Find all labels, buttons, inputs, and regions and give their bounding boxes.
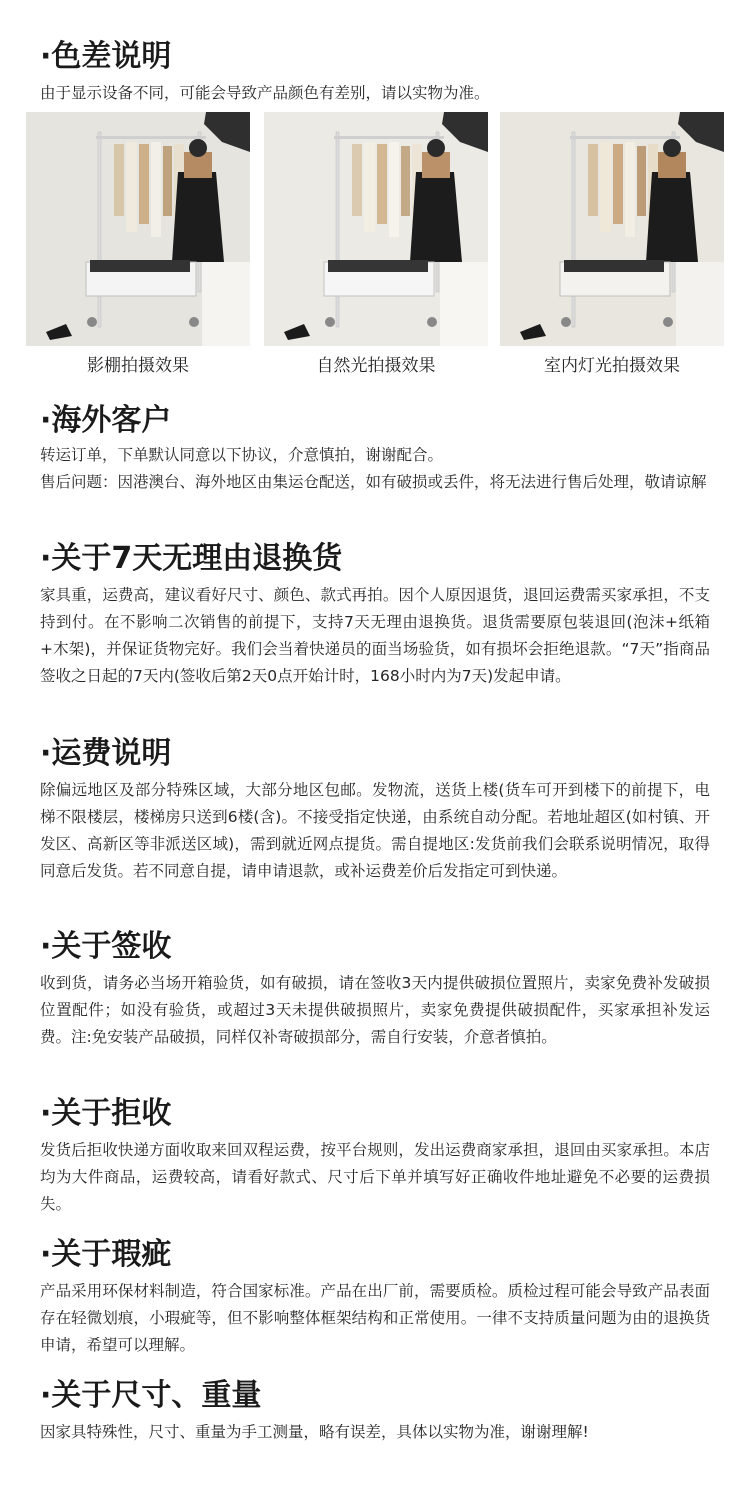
section-title: ·关于尺寸、重量 xyxy=(40,1378,262,1413)
section-title: ·海外客户 xyxy=(40,403,172,438)
product-photo-natural-light xyxy=(264,112,488,346)
section-7day-return xyxy=(40,540,710,690)
photo-caption-indoor-light: 室内灯光拍摄效果 xyxy=(544,356,680,376)
product-photo-indoor-light xyxy=(500,112,724,346)
section-size-weight xyxy=(40,1377,710,1446)
section-text: 收到货，请务必当场开箱验货，如有破损，请在签收3天内提供破损位置照片，卖家免费补发破损位置配件；如没有验货，或超过3天未提供破损照片，卖家免费提供破损配件，买家承担补发运费。注:免安装产品破损，同样仅补寄破损部分，需自行安装，介意者慎拍。 xyxy=(40,974,710,1046)
section-title: ·关于拒收 xyxy=(40,1096,172,1131)
section-text: 除偏远地区及部分特殊区域，大部分地区包邮。发物流，送货上楼(货车可开到楼下的前提下，电梯不限楼层，楼梯房只送到6楼(含)。不接受指定快递，由系统自动分配。若地址超区(如村镇、开发区、高新区等非派送区域)，需到就近网点提货。需自提地区:发货前我们会联系说明情况，取得同意后发货。若不同意自提，请申请退款，或补运费差价后发指定可到快递。 xyxy=(40,781,710,880)
product-photo-row xyxy=(26,112,726,376)
section-text: 由于显示设备不同，可能会导致产品颜色有差别，请以实物为准。 xyxy=(40,84,490,102)
section-text: 转运订单，下单默认同意以下协议，介意慎拍，谢谢配合。 xyxy=(40,446,444,464)
photo-caption-studio: 影棚拍摄效果 xyxy=(87,356,189,376)
section-title: ·关于签收 xyxy=(40,929,172,964)
section-text: 产品采用环保材料制造，符合国家标准。产品在出厂前，需要质检。质检过程可能会导致产品表面存在轻微划痕，小瑕疵等，但不影响整体框架结构和正常使用。一律不支持质量问题为由的退换货申请，希望可以理解。 xyxy=(40,1282,710,1354)
section-receipt xyxy=(40,928,710,1051)
section-title: ·关于瑕疵 xyxy=(40,1237,172,1272)
section-reject xyxy=(40,1095,710,1218)
section-title: ·关于7天无理由退换货 xyxy=(40,541,343,576)
section-color-difference xyxy=(40,38,710,107)
section-flaw xyxy=(40,1236,710,1359)
section-text: 因家具特殊性，尺寸、重量为手工测量，略有误差，具体以实物为准，谢谢理解! xyxy=(40,1423,589,1441)
section-overseas xyxy=(40,402,710,496)
section-shipping xyxy=(40,735,710,885)
section-text: 售后问题：因港澳台、海外地区由集运仓配送，如有破损或丢件，将无法进行售后处理，敬请谅解 xyxy=(40,473,707,491)
section-title: ·色差说明 xyxy=(40,39,172,74)
product-photo-studio xyxy=(26,112,250,346)
section-title: ·运费说明 xyxy=(40,736,172,771)
section-text: 家具重，运费高，建议看好尺寸、颜色、款式再拍。因个人原因退货，退回运费需买家承担，不支持到付。在不影响二次销售的前提下，支持7天无理由退换货。退货需要原包装退回(泡沫+纸箱+木架)，并保证货物完好。我们会当着快递员的面当场验货，如有损坏会拒绝退款。“7天”指商品签收之日起的7天内(签收后第2天0点开始计时，168小时内为7天)发起申请。 xyxy=(40,586,710,685)
section-text: 发货后拒收快递方面收取来回双程运费，按平台规则，发出运费商家承担，退回由买家承担。本店均为大件商品，运费较高，请看好款式、尺寸后下单并填写好正确收件地址避免不必要的运费损失。 xyxy=(40,1141,710,1213)
photo-caption-natural-light: 自然光拍摄效果 xyxy=(316,356,436,376)
